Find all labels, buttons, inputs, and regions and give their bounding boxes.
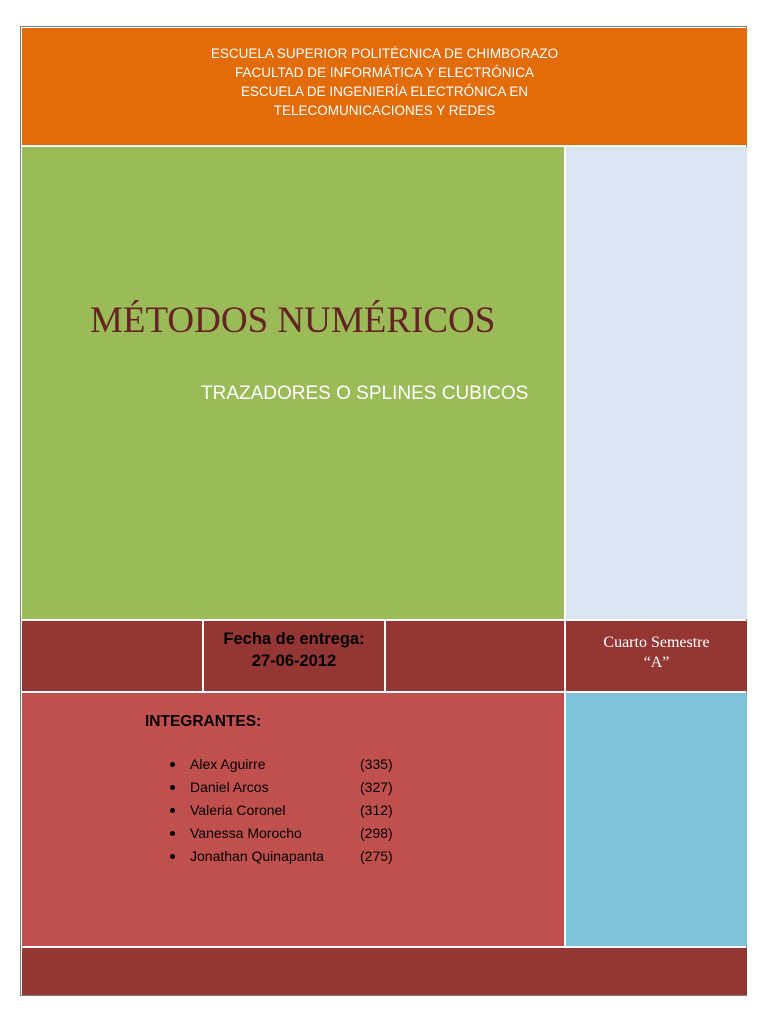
document-title: MÉTODOS NUMÉRICOS — [90, 300, 496, 341]
bullet-icon — [170, 831, 175, 836]
header-line-4: TELECOMUNICACIONES Y REDES — [273, 103, 496, 118]
header-line-1: ESCUELA SUPERIOR POLITÉCNICA DE CHIMBORAZO — [210, 46, 559, 61]
members-title: INTEGRANTES: — [145, 713, 262, 730]
member-number: (298) — [360, 825, 393, 841]
document-subtitle: TRAZADORES O SPLINES CUBICOS — [201, 383, 529, 404]
semester-cell — [566, 621, 747, 691]
delivery-date: 27-06-2012 — [251, 652, 337, 670]
member-name: Alex Aguirre — [190, 756, 266, 772]
member-number: (327) — [360, 779, 393, 795]
bullet-icon — [170, 808, 175, 813]
cover-page — [20, 26, 747, 996]
side-panel-bottom — [566, 693, 747, 946]
member-name: Valeria Coronel — [190, 802, 286, 818]
footer-band — [22, 948, 747, 995]
members-panel — [22, 693, 564, 946]
delivery-label: Fecha de entrega: — [223, 630, 365, 648]
bullet-icon — [170, 854, 175, 859]
delivery-date-cell — [204, 621, 384, 691]
member-name: Jonathan Quinapanta — [190, 848, 324, 864]
member-name: Vanessa Morocho — [190, 825, 302, 841]
band-empty-left — [22, 621, 202, 691]
member-number: (275) — [360, 848, 393, 864]
side-panel-top — [566, 147, 747, 619]
title-panel — [22, 147, 564, 619]
institution-header — [22, 28, 747, 145]
member-number: (335) — [360, 756, 393, 772]
member-name: Daniel Arcos — [190, 779, 269, 795]
band-empty-mid — [386, 621, 564, 691]
semester-name: Cuarto Semestre — [603, 634, 710, 651]
bullet-icon — [170, 785, 175, 790]
bullet-icon — [170, 762, 175, 767]
header-line-2: FACULTAD DE INFORMÁTICA Y ELECTRÓNICA — [234, 65, 535, 80]
semester-section: “A” — [643, 654, 670, 671]
member-number: (312) — [360, 802, 393, 818]
header-line-3: ESCUELA DE INGENIERÍA ELECTRÓNICA EN — [240, 84, 529, 99]
